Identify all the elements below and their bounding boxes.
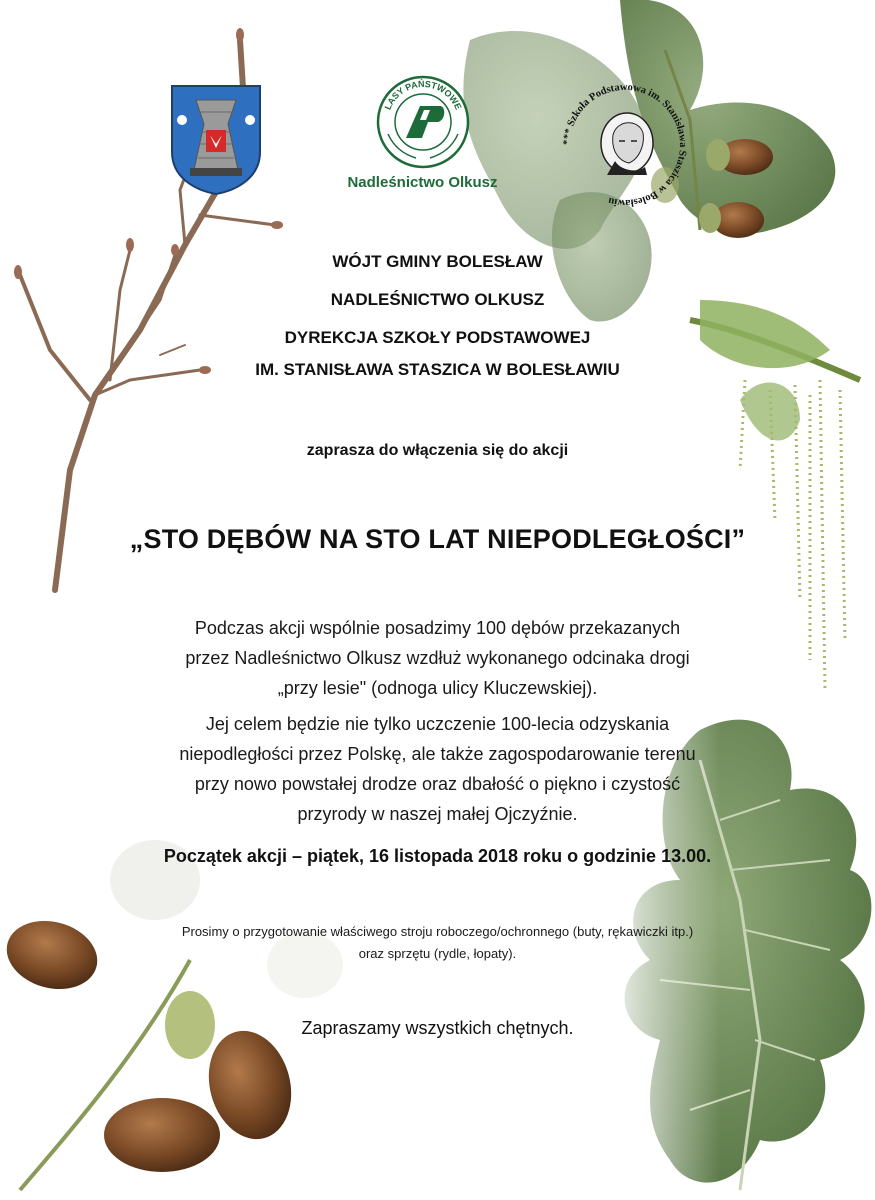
closing-text: Zapraszamy wszystkich chętnych.	[301, 1018, 574, 1038]
organizer-line-1: WÓJT GMINY BOLESŁAW	[332, 252, 543, 271]
start-date-line: Początek akcji – piątek, 16 listopada 2018 roku o godzinie 13.00.	[163, 846, 712, 866]
paragraph1-line-3: „przy lesie" (odnoga ulicy Kluczewskiej).	[277, 678, 598, 698]
forestry-emblem	[368, 72, 478, 172]
organizer-line-4: IM. STANISŁAWA STASZICA W BOLESŁAWIU	[255, 360, 620, 379]
invite-text: zaprasza do włączenia się do akcji	[306, 442, 569, 459]
forestry-name: Nadleśnictwo Olkusz	[347, 174, 498, 191]
paragraph2-line-4: przyrody w naszej małej Ojczyźnie.	[297, 804, 578, 824]
acorns-bottom-left	[0, 840, 343, 1190]
paragraph2-line-1: Jej celem będzie nie tylko uczczenie 100-lecia odzyskania	[205, 714, 670, 734]
paragraph2-line-2: niepodległości przez Polskę, ale także zagospodarowanie terenu	[179, 744, 696, 764]
school-seal-logo	[555, 75, 695, 215]
note-line-2: oraz sprzętu (rydle, łopaty).	[358, 946, 517, 961]
organizer-line-3: DYREKCJA SZKOŁY PODSTAWOWEJ	[284, 328, 591, 347]
organizer-line-2: NADLEŚNICTWO OLKUSZ	[330, 290, 545, 309]
coat-of-arms-logo	[168, 82, 264, 196]
action-title: „STO DĘBÓW NA STO LAT NIEPODLEGŁOŚCI”	[129, 524, 746, 554]
paragraph1-line-1: Podczas akcji wspólnie posadzimy 100 dębów przekazanych	[194, 618, 681, 638]
paragraph1-line-2: przez Nadleśnictwo Olkusz wzdłuż wykonanego odcinaka drogi	[185, 648, 690, 668]
forestry-logo	[330, 72, 515, 197]
forestry-emblem-text: LASY PAŃSTWOWE	[382, 78, 463, 112]
paragraph2-line-3: przy nowo powstałej drodze oraz dbałość o piękno i czystość	[194, 774, 681, 794]
school-seal-text: *** Szkoła Podstawowa im. Stanisława Staszica w Bolesławiu	[561, 81, 689, 209]
note-line-1: Prosimy o przygotowanie właściwego stroju roboczego/ochronnego (buty, rękawiczki itp.)	[181, 924, 694, 939]
